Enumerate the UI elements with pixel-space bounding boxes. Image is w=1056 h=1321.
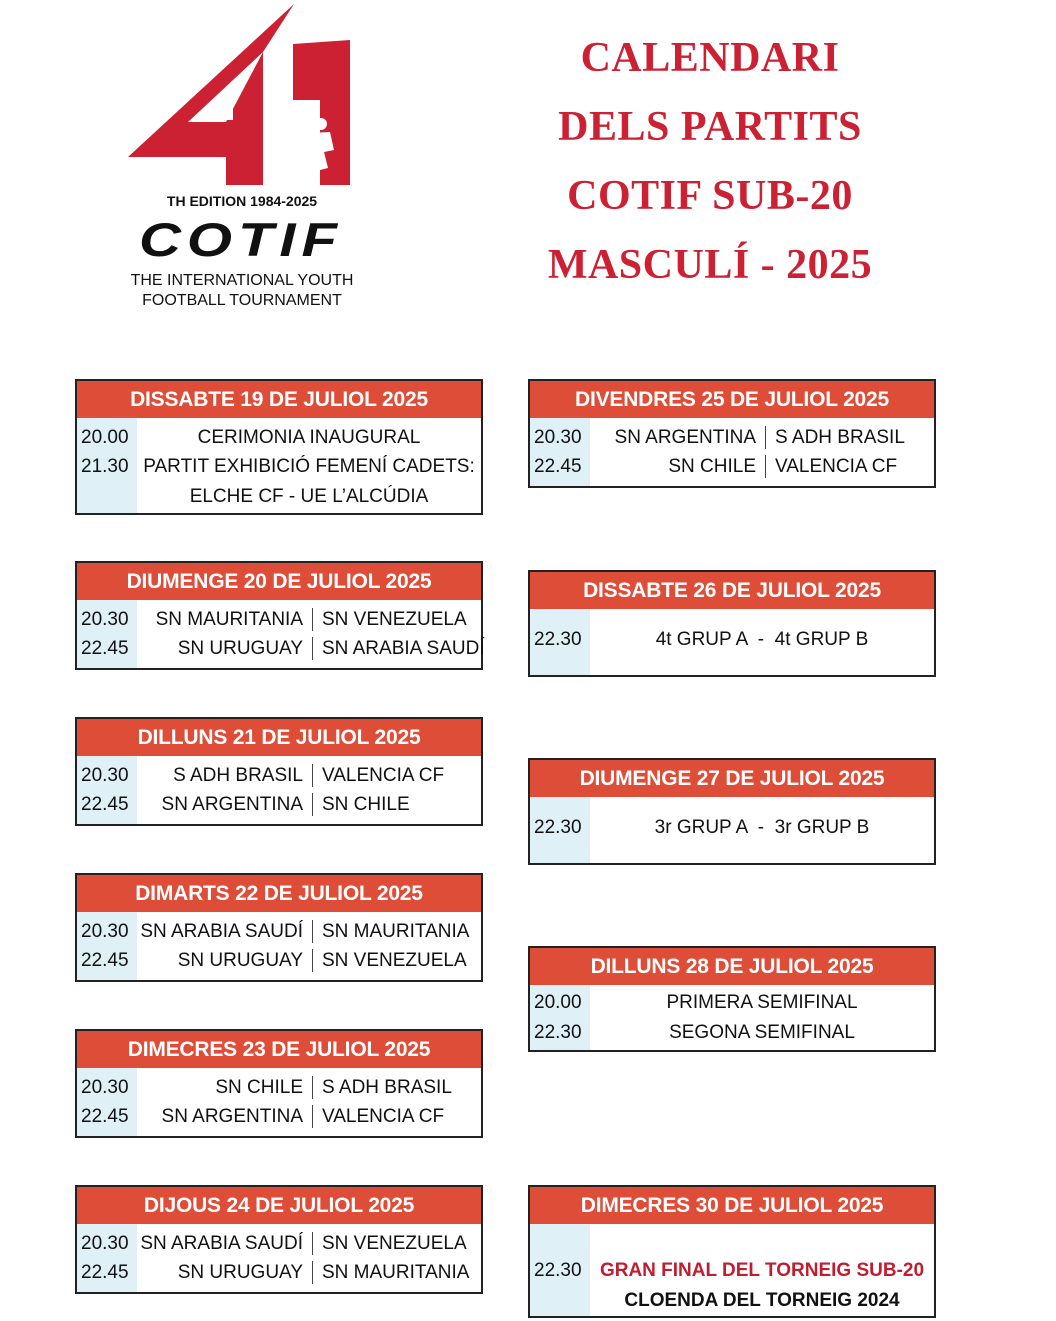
home-team: SN URUGUAY: [177, 638, 303, 659]
day-card-thu-24: [75, 1185, 483, 1294]
home-team: SN ARGENTINA: [161, 794, 303, 815]
home-team: S ADH BRASIL: [173, 765, 303, 786]
logo-tagline-2: FOOTBALL TOURNAMENT: [142, 292, 342, 309]
home-team: SN CHILE: [215, 1077, 303, 1098]
day-card-tue-22: [75, 873, 483, 982]
day-card-mon-28: [528, 946, 936, 1052]
away-team: SN VENEZUELA: [322, 950, 467, 971]
away-team: VALENCIA CF: [322, 765, 445, 786]
away-team: VALENCIA CF: [322, 1106, 445, 1127]
day-header: DILLUNS 28 DE JULIOL 2025: [530, 948, 934, 985]
match-time: 20.30: [81, 609, 129, 630]
day-card-sat-26: [528, 570, 936, 677]
logo-edition: TH EDITION 1984-2025: [166, 193, 318, 209]
away-team: SN MAURITANIA: [322, 921, 470, 942]
match-time: 20.30: [81, 1233, 129, 1254]
day-card-wed-23: [75, 1029, 483, 1138]
match-time: 22.45: [81, 638, 129, 659]
cotif-logo: [88, 2, 398, 312]
event-text: 4t GRUP A - 4t GRUP B: [655, 629, 869, 650]
day-card-mon-21: [75, 717, 483, 826]
match-time: 20.30: [534, 427, 582, 448]
home-team: SN CHILE: [668, 456, 756, 477]
match-time: 20.30: [81, 921, 129, 942]
day-card-sat-19: [75, 379, 483, 515]
away-team: SN VENEZUELA: [322, 1233, 467, 1254]
day-header: DIMECRES 30 DE JULIOL 2025: [530, 1187, 934, 1224]
home-team: SN ARABIA SAUDÍ: [140, 921, 303, 942]
away-team: SN VENEZUELA: [322, 609, 467, 630]
day-card-wed-30: [528, 1185, 936, 1318]
match-time: 22.45: [81, 950, 129, 971]
match-time: 21.30: [81, 456, 129, 477]
day-header: DIUMENGE 20 DE JULIOL 2025: [77, 563, 481, 600]
day-header: DIVENDRES 25 DE JULIOL 2025: [530, 381, 934, 418]
match-time: 20.30: [81, 765, 129, 786]
match-time: 22.30: [534, 629, 582, 650]
away-team: S ADH BRASIL: [322, 1077, 452, 1098]
event-text: PRIMERA SEMIFINAL: [666, 992, 858, 1013]
away-team: SN ARABIA SAUDÍ: [322, 638, 485, 659]
home-team: SN ARGENTINA: [614, 427, 756, 448]
match-time: 22.30: [534, 1022, 582, 1043]
day-header: DIMARTS 22 DE JULIOL 2025: [77, 875, 481, 912]
logo-tagline-1: THE INTERNATIONAL YOUTH: [130, 272, 354, 289]
title-line-2: DELS PARTITS: [558, 104, 862, 150]
day-header: DIJOUS 24 DE JULIOL 2025: [77, 1187, 481, 1224]
event-text: 3r GRUP A - 3r GRUP B: [654, 817, 870, 838]
home-team: SN ARGENTINA: [161, 1106, 303, 1127]
away-team: VALENCIA CF: [775, 456, 898, 477]
cotif-41-emblem: [88, 2, 398, 312]
match-time: 20.00: [81, 427, 129, 448]
match-time: 22.45: [81, 794, 129, 815]
away-team: SN MAURITANIA: [322, 1262, 470, 1283]
logo-brand: COTIF: [139, 214, 343, 267]
day-header: DIMECRES 23 DE JULIOL 2025: [77, 1031, 481, 1068]
title-line-4: MASCULÍ - 2025: [547, 242, 873, 288]
title-line-3: COTIF SUB-20: [567, 173, 853, 219]
away-team: S ADH BRASIL: [775, 427, 905, 448]
day-header: DILLUNS 21 DE JULIOL 2025: [77, 719, 481, 756]
away-team: SN CHILE: [322, 794, 410, 815]
match-time: 22.45: [81, 1106, 129, 1127]
match-time: 22.30: [534, 1260, 582, 1281]
day-header: DISSABTE 26 DE JULIOL 2025: [530, 572, 934, 609]
match-time: 22.30: [534, 817, 582, 838]
match-time: 22.45: [534, 456, 582, 477]
day-card-sun-27: [528, 758, 936, 865]
event-text: ELCHE CF - UE L’ALCÚDIA: [189, 486, 429, 507]
closing-text: CLOENDA DEL TORNEIG 2024: [624, 1290, 900, 1311]
day-card-sun-20: [75, 561, 483, 670]
home-team: SN MAURITANIA: [155, 609, 303, 630]
day-header: DISSABTE 19 DE JULIOL 2025: [77, 381, 481, 418]
day-card-fri-25: [528, 379, 936, 488]
page-title: [510, 24, 910, 300]
final-title: GRAN FINAL DEL TORNEIG SUB-20: [599, 1260, 925, 1281]
home-team: SN URUGUAY: [177, 1262, 303, 1283]
event-text: CERIMONIA INAUGURAL: [197, 427, 421, 448]
match-time: 22.45: [81, 1262, 129, 1283]
home-team: SN URUGUAY: [177, 950, 303, 971]
event-text: SEGONA SEMIFINAL: [669, 1022, 855, 1043]
day-header: DIUMENGE 27 DE JULIOL 2025: [530, 760, 934, 797]
title-line-1: CALENDARI: [580, 35, 840, 81]
event-text: PARTIT EXHIBICIÓ FEMENÍ CADETS:: [143, 456, 475, 477]
home-team: SN ARABIA SAUDÍ: [140, 1233, 303, 1254]
match-time: 20.30: [81, 1077, 129, 1098]
match-time: 20.00: [534, 992, 582, 1013]
